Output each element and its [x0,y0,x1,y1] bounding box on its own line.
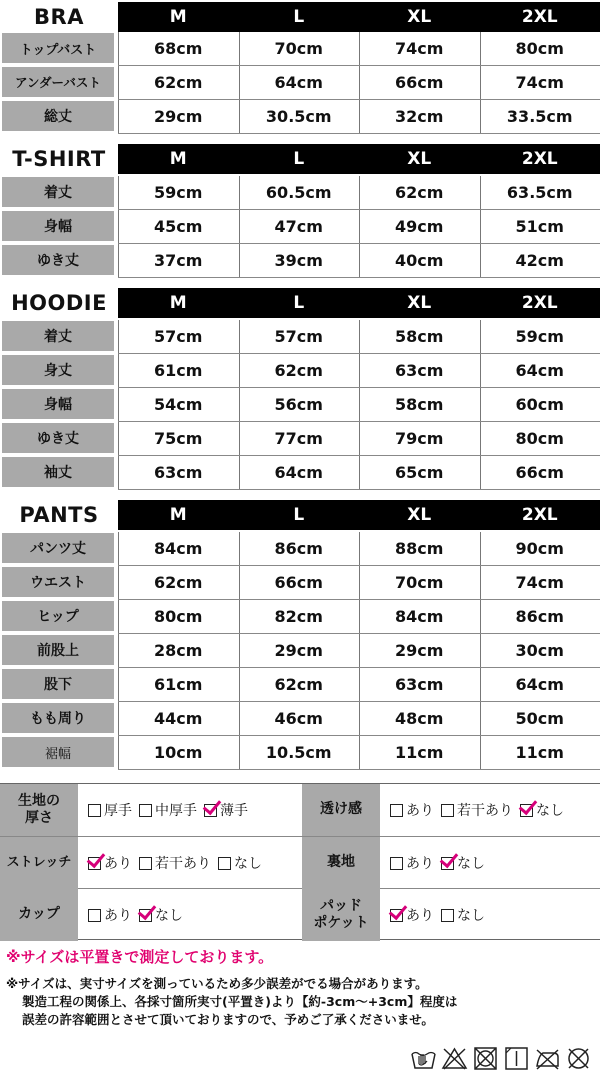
checkbox[interactable] [390,857,403,870]
cell: 64cm [274,462,323,482]
care-icons [410,1046,592,1071]
size-l: L [293,293,305,313]
cell: 51cm [515,216,564,236]
checkbox[interactable] [88,909,101,922]
cell: 80cm [154,606,203,626]
size-2xl: 2XL [521,149,558,169]
size-xl: XL [407,149,432,169]
grid-line [118,633,600,634]
cell: 63.5cm [506,182,573,202]
checkbox[interactable] [390,804,403,817]
row-label: トップバスト [2,33,114,63]
cell: 28cm [154,640,203,660]
pad-pocket-options [390,889,492,941]
cell: 62cm [274,360,323,380]
pants-header [0,498,600,532]
grid-line [118,277,600,278]
grid-line [118,32,119,134]
cell: 29cm [395,640,444,660]
table-row [0,244,600,276]
cell: 64cm [274,72,323,92]
pad-pocket-label-line2: ポケット [313,915,369,931]
grid-line [118,133,600,134]
hoodie-header [0,286,600,320]
size-xl: XL [407,505,432,525]
cell: 66cm [395,72,444,92]
cell: 60cm [515,394,564,414]
size-m: M [169,293,187,313]
table-row [0,388,600,420]
cell: 57cm [274,326,323,346]
cell: 64cm [515,360,564,380]
option-label: あり [104,856,132,872]
cell: 59cm [154,182,203,202]
grid-line [239,320,240,490]
line-dry-icon [503,1046,530,1071]
grid-line [118,735,600,736]
cell: 58cm [395,326,444,346]
check-icon [440,848,459,867]
option-label: あり [104,908,132,924]
option-label: 中厚手 [155,803,197,819]
no-bleach-icon [441,1046,468,1071]
size-header-bar [118,288,600,318]
checkbox[interactable] [139,804,152,817]
check-icon [138,900,157,919]
material-row [0,837,600,889]
grid-line [118,769,600,770]
cell: 30.5cm [265,106,332,126]
option-label: なし [234,856,262,872]
option-label: 若干あり [457,803,513,819]
grid-line [118,65,600,66]
cell: 63cm [395,674,444,694]
cell: 88cm [395,538,444,558]
option-label: 若干あり [155,856,211,872]
bra-header [0,0,600,34]
cell: 90cm [515,538,564,558]
grid-line [359,320,360,490]
row-label: ウエスト [2,567,114,597]
cell: 62cm [274,674,323,694]
grid-line [239,176,240,278]
cell: 64cm [515,674,564,694]
table-row [0,600,600,632]
cell: 29cm [154,106,203,126]
size-l: L [293,505,305,525]
cell: 86cm [274,538,323,558]
stretch-options [88,837,269,889]
option-label: あり [406,856,434,872]
checkbox-checked[interactable] [204,804,217,817]
size-m: M [169,505,187,525]
table-row [0,736,600,768]
stretch-label [0,837,78,889]
grid-line [118,99,600,100]
cell: 44cm [154,708,203,728]
cell: 86cm [515,606,564,626]
cell: 62cm [395,182,444,202]
cell: 47cm [274,216,323,236]
thickness-label-line1: 生地の [18,792,60,809]
cell: 32cm [395,106,444,126]
cell: 45cm [154,216,203,236]
grid-line [118,209,600,210]
bra-title: BRA [34,5,84,29]
option-label: なし [155,908,183,924]
grid-line [118,701,600,702]
size-2xl: 2XL [521,7,558,27]
sheer-label-text: 透け感 [320,801,362,818]
size-l: L [293,7,305,27]
cell: 70cm [395,572,444,592]
cup-options [88,889,190,941]
cell: 77cm [274,428,323,448]
lining-label-text: 裏地 [327,854,355,871]
grid-line [239,32,240,134]
table-row [0,320,600,352]
no-iron-icon [534,1046,561,1071]
cell: 30cm [515,640,564,660]
disclaimer-line-2: 製造工程の関係上、各採寸箇所実寸(平置き)より【約-3cm〜+3cm】程度は [22,994,458,1009]
cell: 82cm [274,606,323,626]
option-yes[interactable] [390,905,434,925]
cell: 68cm [154,38,203,58]
option-label: なし [536,803,564,819]
row-label: ゆき丈 [2,245,114,275]
cell: 48cm [395,708,444,728]
cell: 70cm [274,38,323,58]
checkbox-checked[interactable] [441,857,454,870]
option-thin[interactable] [204,800,248,820]
row-label: 着丈 [2,177,114,207]
material-table [0,783,600,940]
table-row [0,100,600,132]
option-no[interactable] [441,853,485,873]
sheer-options [390,784,571,836]
cell: 80cm [515,38,564,58]
checkbox[interactable] [88,804,101,817]
material-row [0,784,600,836]
cell: 74cm [515,572,564,592]
row-label: もも周り [2,703,114,733]
disclaimer-line-1: ※サイズは、実寸サイズを測っているため多少誤差がでる場合があります。 [6,976,428,991]
checkbox-checked[interactable] [88,857,101,870]
row-label: 総丈 [2,101,114,131]
cell: 10cm [154,742,203,762]
table-row [0,668,600,700]
cell: 61cm [154,674,203,694]
grid-line [118,667,600,668]
option-no[interactable] [139,905,183,925]
row-label: 股下 [2,669,114,699]
hand-wash-icon [410,1046,437,1071]
row-label: ゆき丈 [2,423,114,453]
thickness-label-line2: 厚さ [25,810,53,826]
grid-line [480,32,481,134]
table-row [0,634,600,666]
cell: 54cm [154,394,203,414]
sheer-label [302,784,380,836]
row-label: 袖丈 [2,457,114,487]
size-xl: XL [407,293,432,313]
size-xl: XL [407,7,432,27]
cell: 11cm [515,742,564,762]
stretch-label-text: ストレッチ [6,854,72,870]
table-row [0,32,600,64]
check-icon [203,795,222,814]
row-label: 着丈 [2,321,114,351]
cell: 84cm [154,538,203,558]
option-yes[interactable] [390,800,434,820]
grid-line [480,176,481,278]
option-no[interactable] [441,905,485,925]
size-2xl: 2XL [521,293,558,313]
tshirt-title: T-SHIRT [12,147,106,171]
option-label: なし [457,856,485,872]
cell: 62cm [154,72,203,92]
table-row [0,532,600,564]
hoodie-title: HOODIE [11,291,107,315]
table-row [0,210,600,242]
cell: 75cm [154,428,203,448]
row-label: ヒップ [2,601,114,631]
grid-line [480,320,481,490]
row-label: アンダーバスト [2,67,114,97]
option-slight[interactable] [441,800,513,820]
row-label: パンツ丈 [2,533,114,563]
check-icon [389,900,408,919]
option-thick[interactable] [88,800,132,820]
table-row [0,66,600,98]
flat-measure-note: ※サイズは平置きで測定しております。 [6,948,274,966]
table-row [0,566,600,598]
table-row [0,456,600,488]
row-label: 身幅 [2,389,114,419]
option-medium[interactable] [139,800,197,820]
cell: 56cm [274,394,323,414]
pad-pocket-label-line1: パッド [320,897,362,914]
cell: 84cm [395,606,444,626]
lining-label [302,837,380,889]
check-icon [87,848,106,867]
grid-line [359,32,360,134]
grid-line [118,599,600,600]
row-label: 身幅 [2,211,114,241]
cell: 61cm [154,360,203,380]
table-row [0,422,600,454]
cell: 39cm [274,250,323,270]
cup-label-text: カップ [18,906,60,923]
row-label: 前股上 [2,635,114,665]
option-label: 厚手 [104,803,132,819]
cell: 11cm [395,742,444,762]
grid-line [118,421,600,422]
grid-line [118,455,600,456]
option-slight[interactable] [139,853,211,873]
table-row [0,354,600,386]
material-row [0,889,600,941]
cell: 66cm [515,462,564,482]
cell: 42cm [515,250,564,270]
size-header-bar [118,144,600,174]
cell: 37cm [154,250,203,270]
size-l: L [293,149,305,169]
checkbox-checked[interactable] [520,804,533,817]
table-row [0,702,600,734]
cell: 79cm [395,428,444,448]
disclaimer-line-3: 誤差の許容範囲とさせて頂いておりますので、予めご了承くださいませ。 [22,1012,434,1027]
tshirt-header [0,142,600,176]
pants-title: PANTS [19,503,99,527]
option-no[interactable] [520,800,564,820]
cell: 60.5cm [265,182,332,202]
option-label: あり [406,803,434,819]
checkbox[interactable] [441,909,454,922]
cell: 58cm [395,394,444,414]
cell: 80cm [515,428,564,448]
cell: 29cm [274,640,323,660]
size-2xl: 2XL [521,505,558,525]
cell: 62cm [154,572,203,592]
cell: 57cm [154,326,203,346]
cell: 66cm [274,572,323,592]
cell: 46cm [274,708,323,728]
cell: 65cm [395,462,444,482]
cell: 63cm [395,360,444,380]
option-label: なし [457,908,485,924]
row-label: 身丈 [2,355,114,385]
thickness-options [88,784,255,836]
size-header-bar [118,2,600,32]
thickness-label [0,784,78,836]
grid-line [118,565,600,566]
cell: 10.5cm [265,742,332,762]
cell: 63cm [154,462,203,482]
option-yes[interactable] [88,905,132,925]
option-no[interactable] [218,853,262,873]
cell: 49cm [395,216,444,236]
checkbox[interactable] [218,857,231,870]
option-label: 薄手 [220,803,248,819]
no-dry-clean-icon [565,1046,592,1071]
size-m: M [169,7,187,27]
grid-line [118,353,600,354]
cell: 74cm [395,38,444,58]
checkbox-checked[interactable] [139,909,152,922]
size-m: M [169,149,187,169]
cell: 40cm [395,250,444,270]
pad-pocket-label [302,889,380,941]
grid-line [359,176,360,278]
grid-line [118,489,600,490]
size-header-bar [118,500,600,530]
cell: 50cm [515,708,564,728]
no-tumble-dry-icon [472,1046,499,1071]
cell: 33.5cm [506,106,573,126]
grid-line [118,387,600,388]
checkbox[interactable] [139,857,152,870]
cell: 74cm [515,72,564,92]
grid-line [118,320,119,490]
option-label: あり [406,908,434,924]
option-yes[interactable] [88,853,132,873]
option-yes[interactable] [390,853,434,873]
grid-line [118,243,600,244]
check-icon [519,795,538,814]
disclaimer [6,975,596,1029]
row-label: 裾幅 [2,737,114,767]
cup-label [0,889,78,941]
checkbox-checked[interactable] [390,909,403,922]
table-row [0,176,600,208]
checkbox[interactable] [441,804,454,817]
grid-line [118,176,119,278]
cell: 59cm [515,326,564,346]
lining-options [390,837,492,889]
